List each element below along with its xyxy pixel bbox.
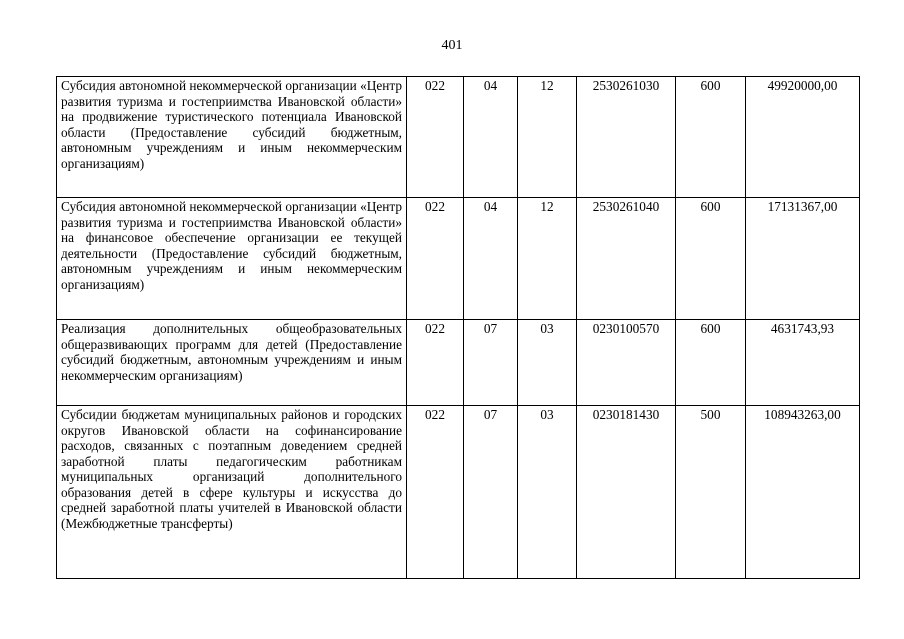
- amount: 4631743,93: [746, 320, 860, 406]
- target-article-code: 2530261030: [577, 77, 676, 198]
- amount: 49920000,00: [746, 77, 860, 198]
- amount: 108943263,00: [746, 406, 860, 579]
- target-article-code: 0230100570: [577, 320, 676, 406]
- table-row: [57, 198, 860, 320]
- expense-type-code: 600: [676, 198, 746, 320]
- expense-description: Субсидии бюджетам муниципальных районов и городских округов Ивановской области на софинансирование расходов, связанных с поэтапным доведением средней заработной платы педагогическим работникам муниципальных организаций дополнительного образования детей в сфере культуры и искусства до средней заработной платы учителей в Ивановской области (Межбюджетные трансферты): [57, 406, 407, 579]
- subsection-code: 12: [518, 77, 577, 198]
- subsection-code: 03: [518, 406, 577, 579]
- ministry-code: 022: [407, 77, 464, 198]
- subsection-code: 03: [518, 320, 577, 406]
- table-row: [57, 77, 860, 198]
- table-row: [57, 320, 860, 406]
- ministry-code: 022: [407, 406, 464, 579]
- section-code: 04: [464, 198, 518, 320]
- amount: 17131367,00: [746, 198, 860, 320]
- budget-table: [56, 76, 860, 579]
- target-article-code: 2530261040: [577, 198, 676, 320]
- section-code: 07: [464, 320, 518, 406]
- expense-type-code: 500: [676, 406, 746, 579]
- ministry-code: 022: [407, 320, 464, 406]
- expense-type-code: 600: [676, 77, 746, 198]
- subsection-code: 12: [518, 198, 577, 320]
- expense-description: Реализация дополнительных общеобразовательных общеразвивающих программ для детей (Предоставление субсидий бюджетным, автономным учреждениям и иным некоммерческим организациям): [57, 320, 407, 406]
- section-code: 04: [464, 77, 518, 198]
- expense-description: Субсидия автономной некоммерческой организации «Центр развития туризма и гостеприимства Ивановской области» на продвижение туристического потенциала Ивановской области (Предоставление субсидий бюджетным, автономным учреждениям и иным некоммерческим организациям): [57, 77, 407, 198]
- ministry-code: 022: [407, 198, 464, 320]
- table-row: [57, 406, 860, 579]
- section-code: 07: [464, 406, 518, 579]
- target-article-code: 0230181430: [577, 406, 676, 579]
- expense-type-code: 600: [676, 320, 746, 406]
- page-number: 401: [441, 38, 463, 53]
- expense-description: Субсидия автономной некоммерческой организации «Центр развития туризма и гостеприимства Ивановской области» на финансовое обеспечение организации ее текущей деятельности (Предоставление субсидий бюджетным, автономным учреждениям и иным некоммерческим организациям): [57, 198, 407, 320]
